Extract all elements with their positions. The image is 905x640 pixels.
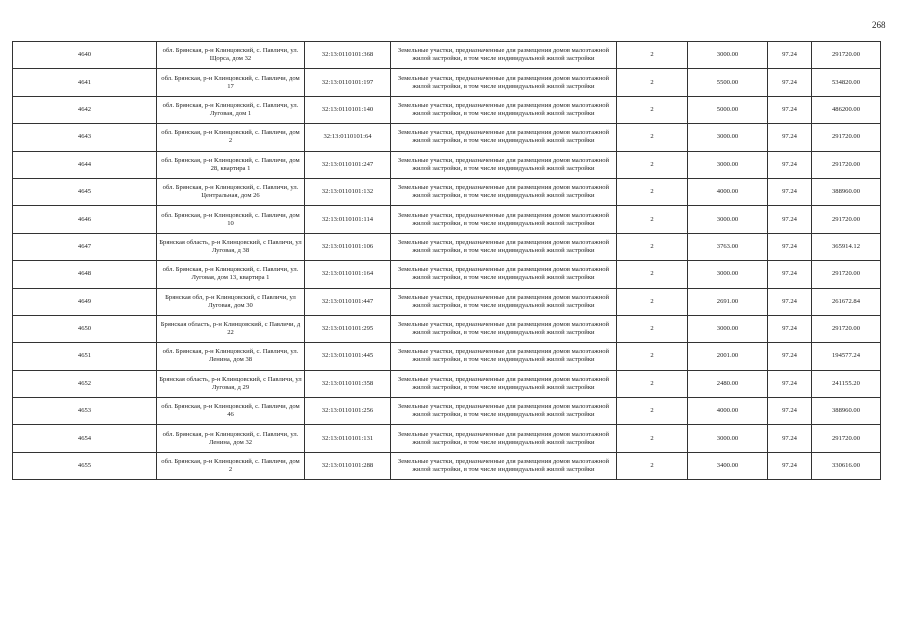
- area-cell: 4000.00: [688, 178, 768, 205]
- land-use-cell: Земельные участки, предназначенные для размещения домов малоэтажной жилой застройки, в том числе индивидуальной жилой застройки: [391, 124, 617, 151]
- cadastral-value-cell: 291720.00: [812, 261, 881, 288]
- address-cell: Брянская область, р-н Клинцовский, с Павличи, д 22: [157, 315, 305, 342]
- group-cell: 2: [617, 261, 688, 288]
- rate-cell: 97.24: [768, 124, 812, 151]
- cadastral-value-cell: 291720.00: [812, 315, 881, 342]
- land-use-cell: Земельные участки, предназначенные для размещения домов малоэтажной жилой застройки, в том числе индивидуальной жилой застройки: [391, 69, 617, 96]
- row-number-cell: 4649: [13, 288, 157, 315]
- table-row: [13, 151, 881, 178]
- table-row: [13, 398, 881, 425]
- land-use-cell: Земельные участки, предназначенные для размещения домов малоэтажной жилой застройки, в том числе индивидуальной жилой застройки: [391, 233, 617, 260]
- address-cell: обл. Брянская, р-н Клинцовский, с. Павличи, дом 10: [157, 206, 305, 233]
- row-number-cell: 4654: [13, 425, 157, 452]
- address-cell: обл. Брянская, р-н Клинцовский, с. Павличи, ул. Ленина, дом 38: [157, 343, 305, 370]
- land-use-cell: Земельные участки, предназначенные для размещения домов малоэтажной жилой застройки, в том числе индивидуальной жилой застройки: [391, 261, 617, 288]
- group-cell: 2: [617, 398, 688, 425]
- area-cell: 3000.00: [688, 151, 768, 178]
- cadastral-number-cell: 32:13:0110101:164: [305, 261, 391, 288]
- rate-cell: 97.24: [768, 452, 812, 479]
- cadastral-value-cell: 241155.20: [812, 370, 881, 397]
- rate-cell: 97.24: [768, 343, 812, 370]
- row-number-cell: 4653: [13, 398, 157, 425]
- address-cell: обл. Брянская, р-н Клинцовский, с. Павличи, ул. Ленина, дом 32: [157, 425, 305, 452]
- area-cell: 3000.00: [688, 261, 768, 288]
- cadastral-value-cell: 330616.00: [812, 452, 881, 479]
- rate-cell: 97.24: [768, 96, 812, 123]
- rate-cell: 97.24: [768, 315, 812, 342]
- table-row: [13, 315, 881, 342]
- area-cell: 3000.00: [688, 42, 768, 69]
- area-cell: 2691.00: [688, 288, 768, 315]
- table-row: [13, 96, 881, 123]
- area-cell: 2480.00: [688, 370, 768, 397]
- cadastral-value-cell: 194577.24: [812, 343, 881, 370]
- address-cell: обл. Брянская, р-н Клинцовский, с. Павличи, дом 17: [157, 69, 305, 96]
- address-cell: обл. Брянская, р-н Клинцовский, с. Павличи, ул. Луговая, дом 1: [157, 96, 305, 123]
- table-body: [13, 42, 881, 480]
- group-cell: 2: [617, 233, 688, 260]
- table-row: [13, 206, 881, 233]
- address-cell: обл. Брянская, р-н Клинцовский, с. Павличи, дом 2: [157, 452, 305, 479]
- cadastral-value-cell: 486200.00: [812, 96, 881, 123]
- cadastral-number-cell: 32:13:0110101:197: [305, 69, 391, 96]
- table-row: [13, 124, 881, 151]
- cadastral-number-cell: 32:13:0110101:295: [305, 315, 391, 342]
- address-cell: Брянская обл, р-н Клинцовский, с Павличи, ул Луговая, дом 30: [157, 288, 305, 315]
- land-use-cell: Земельные участки, предназначенные для размещения домов малоэтажной жилой застройки, в том числе индивидуальной жилой застройки: [391, 178, 617, 205]
- table-row: [13, 370, 881, 397]
- row-number-cell: 4643: [13, 124, 157, 151]
- rate-cell: 97.24: [768, 151, 812, 178]
- row-number-cell: 4645: [13, 178, 157, 205]
- row-number-cell: 4641: [13, 69, 157, 96]
- group-cell: 2: [617, 343, 688, 370]
- rate-cell: 97.24: [768, 42, 812, 69]
- address-cell: обл. Брянская, р-н Клинцовский, с. Павличи, дом 2: [157, 124, 305, 151]
- group-cell: 2: [617, 178, 688, 205]
- group-cell: 2: [617, 42, 688, 69]
- cadastral-number-cell: 32:13:0110101:368: [305, 42, 391, 69]
- address-cell: Брянская область, р-н Клинцовский, с Павличи, ул Луговая, д 38: [157, 233, 305, 260]
- group-cell: 2: [617, 288, 688, 315]
- cadastral-number-cell: 32:13:0110101:114: [305, 206, 391, 233]
- rate-cell: 97.24: [768, 288, 812, 315]
- rate-cell: 97.24: [768, 370, 812, 397]
- cadastral-value-cell: 291720.00: [812, 425, 881, 452]
- group-cell: 2: [617, 151, 688, 178]
- row-number-cell: 4646: [13, 206, 157, 233]
- area-cell: 5000.00: [688, 96, 768, 123]
- cadastral-value-cell: 365914.12: [812, 233, 881, 260]
- area-cell: 3400.00: [688, 452, 768, 479]
- cadastral-value-cell: 534820.00: [812, 69, 881, 96]
- area-cell: 3000.00: [688, 425, 768, 452]
- row-number-cell: 4652: [13, 370, 157, 397]
- row-number-cell: 4644: [13, 151, 157, 178]
- area-cell: 3763.00: [688, 233, 768, 260]
- rate-cell: 97.24: [768, 178, 812, 205]
- table-row: [13, 425, 881, 452]
- cadastral-number-cell: 32:13:0110101:288: [305, 452, 391, 479]
- rate-cell: 97.24: [768, 69, 812, 96]
- group-cell: 2: [617, 452, 688, 479]
- land-use-cell: Земельные участки, предназначенные для размещения домов малоэтажной жилой застройки, в том числе индивидуальной жилой застройки: [391, 151, 617, 178]
- table-row: [13, 69, 881, 96]
- land-use-cell: Земельные участки, предназначенные для размещения домов малоэтажной жилой застройки, в том числе индивидуальной жилой застройки: [391, 42, 617, 69]
- land-use-cell: Земельные участки, предназначенные для размещения домов малоэтажной жилой застройки, в том числе индивидуальной жилой застройки: [391, 206, 617, 233]
- group-cell: 2: [617, 206, 688, 233]
- cadastral-value-cell: 261672.84: [812, 288, 881, 315]
- address-cell: обл. Брянская, р-н Клинцовский, с. Павличи, дом 46: [157, 398, 305, 425]
- row-number-cell: 4655: [13, 452, 157, 479]
- cadastral-number-cell: 32:13:0110101:445: [305, 343, 391, 370]
- group-cell: 2: [617, 96, 688, 123]
- row-number-cell: 4647: [13, 233, 157, 260]
- land-use-cell: Земельные участки, предназначенные для размещения домов малоэтажной жилой застройки, в том числе индивидуальной жилой застройки: [391, 452, 617, 479]
- cadastral-value-cell: 291720.00: [812, 42, 881, 69]
- cadastral-number-cell: 32:13:0110101:64: [305, 124, 391, 151]
- cadastral-value-cell: 388960.00: [812, 398, 881, 425]
- land-use-cell: Земельные участки, предназначенные для размещения домов малоэтажной жилой застройки, в том числе индивидуальной жилой застройки: [391, 370, 617, 397]
- address-cell: обл. Брянская, р-н Клинцовский, с. Павличи, ул. Луговая, дом 13, квартира 1: [157, 261, 305, 288]
- cadastral-number-cell: 32:13:0110101:447: [305, 288, 391, 315]
- area-cell: 3000.00: [688, 206, 768, 233]
- cadastral-value-cell: 291720.00: [812, 151, 881, 178]
- cadastral-value-cell: 291720.00: [812, 124, 881, 151]
- cadastral-number-cell: 32:13:0110101:131: [305, 425, 391, 452]
- group-cell: 2: [617, 315, 688, 342]
- area-cell: 3000.00: [688, 124, 768, 151]
- rate-cell: 97.24: [768, 425, 812, 452]
- group-cell: 2: [617, 69, 688, 96]
- group-cell: 2: [617, 124, 688, 151]
- land-use-cell: Земельные участки, предназначенные для размещения домов малоэтажной жилой застройки, в том числе индивидуальной жилой застройки: [391, 96, 617, 123]
- row-number-cell: 4648: [13, 261, 157, 288]
- address-cell: обл. Брянская, р-н Клинцовский, с. Павличи, дом 28, квартира 1: [157, 151, 305, 178]
- group-cell: 2: [617, 425, 688, 452]
- table-row: [13, 42, 881, 69]
- cadastral-value-table: [12, 41, 881, 480]
- rate-cell: 97.24: [768, 261, 812, 288]
- row-number-cell: 4651: [13, 343, 157, 370]
- table-row: [13, 261, 881, 288]
- table-row: [13, 233, 881, 260]
- cadastral-number-cell: 32:13:0110101:247: [305, 151, 391, 178]
- cadastral-number-cell: 32:13:0110101:140: [305, 96, 391, 123]
- land-use-cell: Земельные участки, предназначенные для размещения домов малоэтажной жилой застройки, в том числе индивидуальной жилой застройки: [391, 343, 617, 370]
- cadastral-number-cell: 32:13:0110101:358: [305, 370, 391, 397]
- area-cell: 2001.00: [688, 343, 768, 370]
- cadastral-number-cell: 32:13:0110101:132: [305, 178, 391, 205]
- table-row: [13, 288, 881, 315]
- table-row: [13, 343, 881, 370]
- page-number: 268: [872, 20, 886, 30]
- cadastral-value-cell: 291720.00: [812, 206, 881, 233]
- area-cell: 4000.00: [688, 398, 768, 425]
- rate-cell: 97.24: [768, 233, 812, 260]
- cadastral-value-cell: 388960.00: [812, 178, 881, 205]
- table-row: [13, 178, 881, 205]
- address-cell: обл. Брянская, р-н Клинцовский, с. Павличи, ул. Щорса, дом 32: [157, 42, 305, 69]
- land-use-cell: Земельные участки, предназначенные для размещения домов малоэтажной жилой застройки, в том числе индивидуальной жилой застройки: [391, 288, 617, 315]
- rate-cell: 97.24: [768, 398, 812, 425]
- row-number-cell: 4650: [13, 315, 157, 342]
- area-cell: 3000.00: [688, 315, 768, 342]
- address-cell: обл. Брянская, р-н Клинцовский, с. Павличи, ул. Центральная, дом 26: [157, 178, 305, 205]
- land-use-cell: Земельные участки, предназначенные для размещения домов малоэтажной жилой застройки, в том числе индивидуальной жилой застройки: [391, 398, 617, 425]
- area-cell: 5500.00: [688, 69, 768, 96]
- land-use-cell: Земельные участки, предназначенные для размещения домов малоэтажной жилой застройки, в том числе индивидуальной жилой застройки: [391, 425, 617, 452]
- row-number-cell: 4640: [13, 42, 157, 69]
- cadastral-number-cell: 32:13:0110101:256: [305, 398, 391, 425]
- row-number-cell: 4642: [13, 96, 157, 123]
- cadastral-number-cell: 32:13:0110101:106: [305, 233, 391, 260]
- group-cell: 2: [617, 370, 688, 397]
- address-cell: Брянская область, р-н Клинцовский, с Павличи, ул Луговая, д 29: [157, 370, 305, 397]
- land-use-cell: Земельные участки, предназначенные для размещения домов малоэтажной жилой застройки, в том числе индивидуальной жилой застройки: [391, 315, 617, 342]
- table-row: [13, 452, 881, 479]
- rate-cell: 97.24: [768, 206, 812, 233]
